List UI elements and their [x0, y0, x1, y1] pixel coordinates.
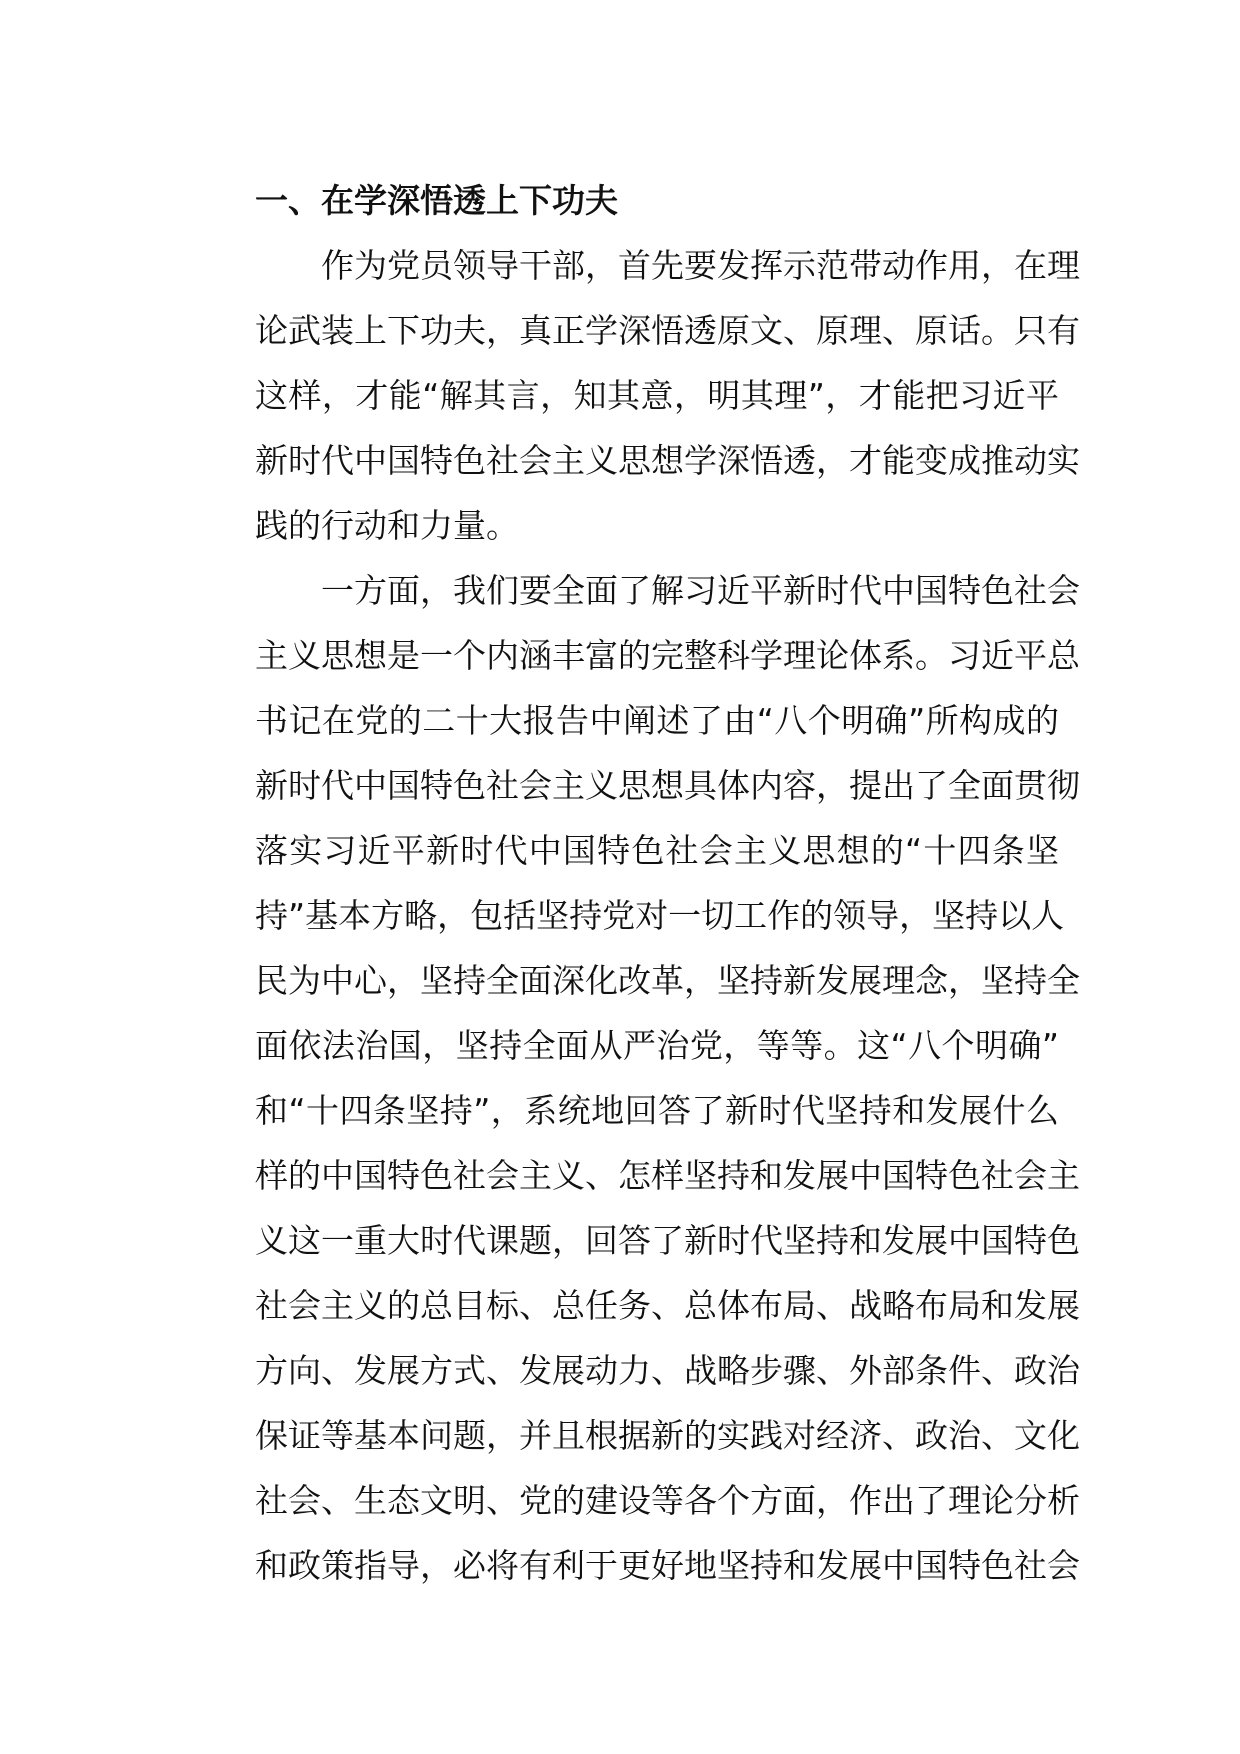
paragraph-line: 样的中国特色社会主义、怎样坚持和发展中国特色社会主 — [255, 1156, 1080, 1195]
paragraph-line: 保证等基本问题，并且根据新的实践对经济、政治、文化 — [255, 1416, 1080, 1455]
paragraph-line: 一方面，我们要全面了解习近平新时代中国特色社会 — [321, 571, 1080, 610]
paragraph-line: 方向、发展方式、发展动力、战略步骤、外部条件、政治 — [255, 1351, 1080, 1390]
paragraph-line: 社会主义的总目标、总任务、总体布局、战略布局和发展 — [255, 1286, 1080, 1325]
paragraph-line: 践的行动和力量。 — [255, 506, 519, 545]
paragraph-line: 社会、生态文明、党的建设等各个方面，作出了理论分析 — [255, 1481, 1080, 1520]
document-body — [189, 168, 1080, 1598]
paragraph-line: 面依法治国，坚持全面从严治党，等等。这“八个明确” — [255, 1026, 1059, 1065]
paragraph-line: 民为中心，坚持全面深化改革，坚持新发展理念，坚持全 — [255, 961, 1080, 1000]
paragraph-line: 书记在党的二十大报告中阐述了由“八个明确”所构成的 — [255, 701, 1059, 740]
paragraph-line: 新时代中国特色社会主义思想学深悟透，才能变成推动实 — [255, 441, 1080, 480]
paragraph-line: 作为党员领导干部，首先要发挥示范带动作用，在理 — [321, 246, 1080, 285]
paragraph-line: 和“十四条坚持”，系统地回答了新时代坚持和发展什么 — [255, 1091, 1059, 1130]
paragraph-2 — [189, 558, 1080, 1598]
paragraph-line: 这样，才能“解其言，知其意，明其理”，才能把习近平 — [255, 376, 1059, 415]
paragraph-line: 论武装上下功夫，真正学深悟透原文、原理、原话。只有 — [255, 311, 1080, 350]
paragraph-line: 主义思想是一个内涵丰富的完整科学理论体系。习近平总 — [255, 636, 1080, 675]
paragraph-line: 落实习近平新时代中国特色社会主义思想的“十四条坚 — [255, 831, 1059, 870]
paragraph-line: 持”基本方略，包括坚持党对一切工作的领导，坚持以人 — [255, 896, 1065, 935]
paragraph-1 — [189, 233, 1080, 558]
paragraph-line: 新时代中国特色社会主义思想具体内容，提出了全面贯彻 — [255, 766, 1080, 805]
section-heading: 一、在学深悟透上下功夫 — [255, 181, 618, 220]
paragraph-line: 义这一重大时代课题，回答了新时代坚持和发展中国特色 — [255, 1221, 1080, 1260]
paragraph-line: 和政策指导，必将有利于更好地坚持和发展中国特色社会 — [255, 1546, 1080, 1585]
